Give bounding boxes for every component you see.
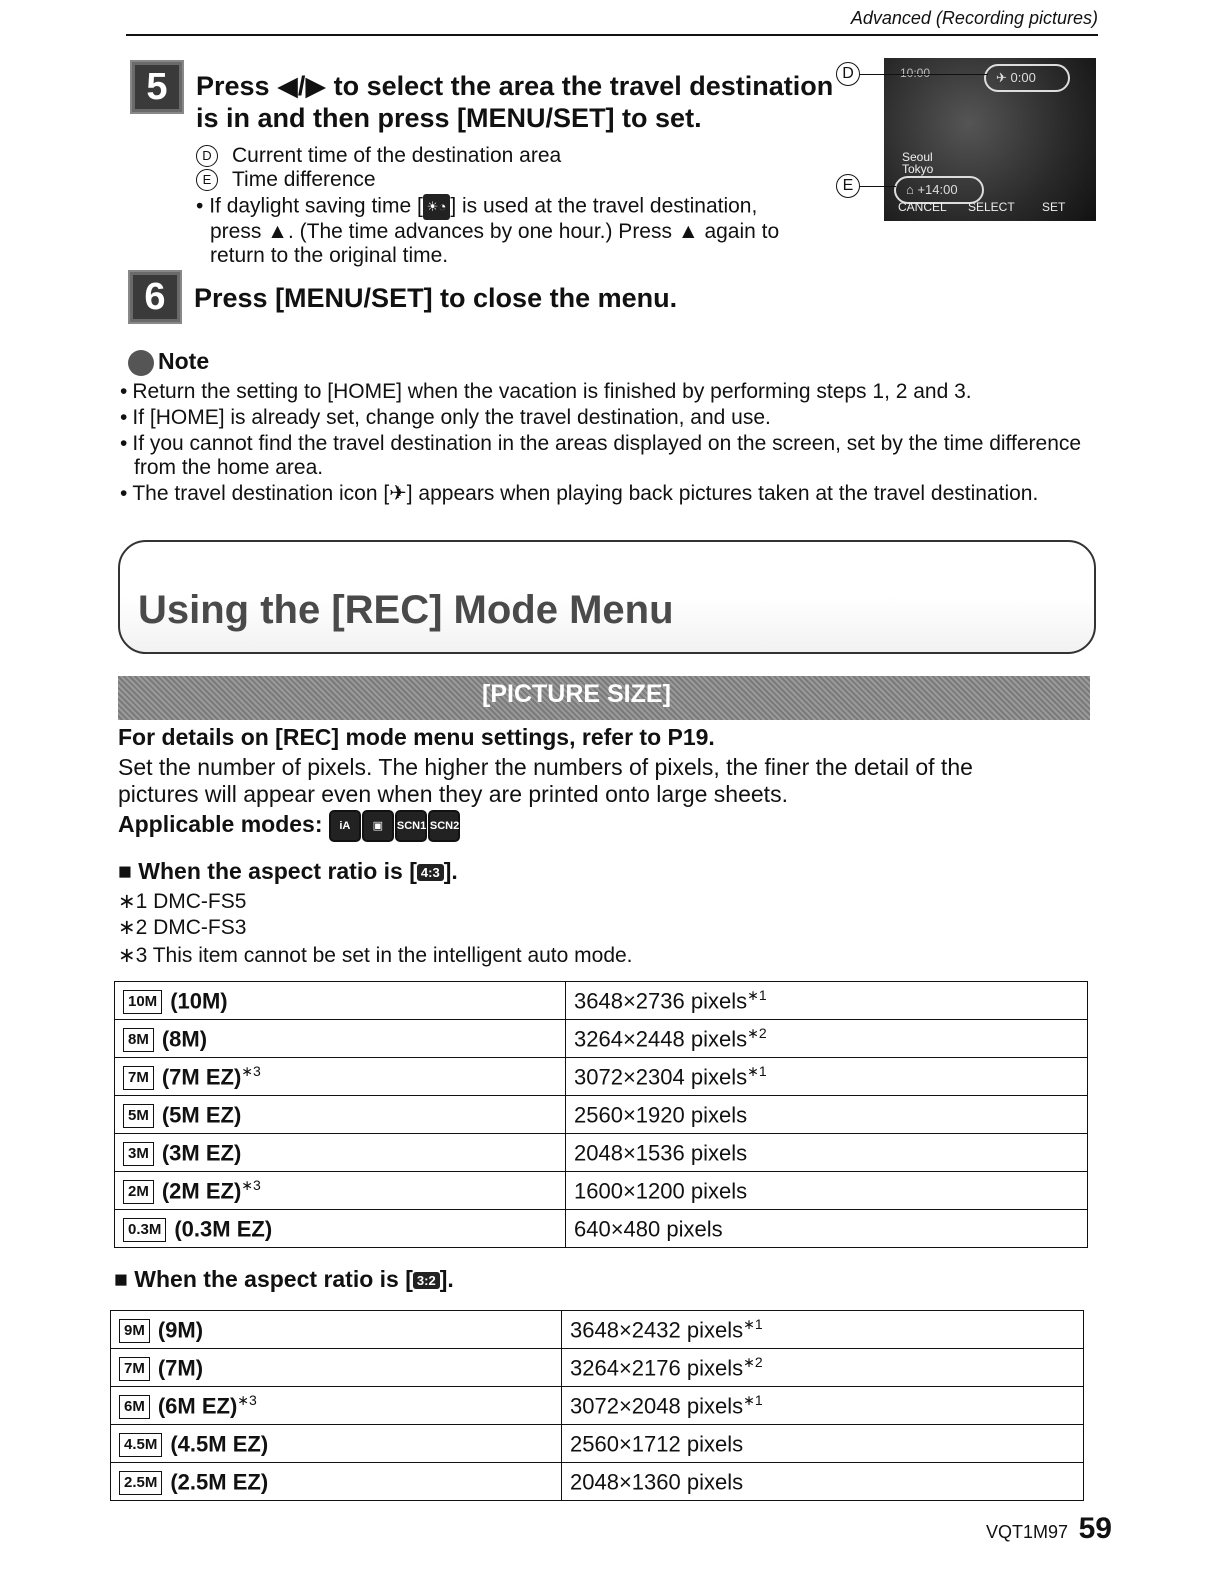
size-tag-icon: 9M [119, 1319, 150, 1343]
step-5-badge: 5 [130, 60, 184, 114]
screen-time-diff-value: +14:00 [917, 182, 958, 197]
size-footnote-mark: ∗3 [237, 1391, 257, 1408]
size-tag-icon: 7M [119, 1357, 150, 1381]
dst-bullet-line2: press ▲. (The time advances by one hour.) Press ▲ again to [210, 220, 780, 243]
desc-line2: pictures will appear even when they are printed onto large sheets. [118, 781, 788, 807]
table-row [115, 1020, 1088, 1058]
screen-city2: Tokyo [902, 162, 934, 176]
note-title-text: Note [158, 348, 210, 374]
size-cell [115, 1172, 566, 1210]
normal-picture-icon: ▣ [362, 810, 394, 842]
step-6-heading: Press [MENU/SET] to close the menu. [194, 283, 678, 313]
pixels-cell [566, 1210, 1088, 1248]
size-cell [115, 1096, 566, 1134]
step-5-heading-line1: Press ◀/▶ to select the area the travel destination [196, 71, 834, 101]
size-footnote-mark: ∗3 [241, 1176, 261, 1193]
pixels-cell [566, 982, 1088, 1020]
header-rule [126, 34, 1098, 36]
footnote-2: ∗2 DMC-FS3 [118, 916, 247, 939]
aspect-43-heading-post: ]. [443, 858, 458, 884]
size-label: (5M EZ) [161, 1102, 242, 1128]
size-cell [111, 1463, 562, 1501]
size-cell [111, 1311, 562, 1349]
size-tag-icon: 6M [119, 1395, 150, 1419]
intelligent-auto-icon: iA [329, 810, 361, 842]
marker-d: D [196, 145, 218, 167]
table-row [111, 1311, 1084, 1349]
callout-d: D [836, 62, 860, 86]
pixels-value: 640×480 pixels [574, 1216, 723, 1242]
pixels-cell [566, 1172, 1088, 1210]
page-number: 59 [1078, 1512, 1112, 1545]
pixels-value: 1600×1200 pixels [574, 1178, 748, 1204]
screen-time-diff: ⌂ +14:00 [894, 176, 984, 204]
pixels-value: 2048×1536 pixels [574, 1140, 748, 1166]
pixels-value: 3648×2432 pixels [570, 1317, 744, 1343]
pixels-value: 3072×2048 pixels [570, 1393, 744, 1419]
table-row [111, 1387, 1084, 1425]
screen-dest-time: ✈ 0:00 [984, 64, 1070, 92]
table-row [115, 1134, 1088, 1172]
aspect-43-heading: ■ When the aspect ratio is [ 4:3 ]. [118, 858, 458, 884]
size-tag-icon: 4.5M [119, 1433, 162, 1457]
table-row [111, 1349, 1084, 1387]
pixels-cell [562, 1425, 1084, 1463]
pixels-footnote-mark: ∗1 [743, 1391, 763, 1408]
pixels-value: 3264×2448 pixels [574, 1026, 748, 1052]
pixels-footnote-mark: ∗2 [747, 1024, 767, 1041]
desc-line1: Set the number of pixels. The higher the numbers of pixels, the finer the detail of the [118, 754, 973, 780]
section-title: Using the [REC] Mode Menu [138, 588, 674, 632]
aspect-32-heading: ■ When the aspect ratio is [ 3:2 ]. [114, 1266, 454, 1292]
size-tag-icon: 10M [123, 990, 162, 1014]
pixels-value: 3648×2736 pixels [574, 988, 748, 1014]
pixels-cell [566, 1058, 1088, 1096]
item-e [196, 168, 376, 192]
size-cell [111, 1387, 562, 1425]
scene2-icon: SCN2 [428, 810, 460, 842]
pixels-cell [566, 1134, 1088, 1172]
item-d [196, 144, 561, 168]
scene1-icon: SCN1 [395, 810, 427, 842]
size-label: (2.5M EZ) [170, 1469, 269, 1495]
dst-bullet-line3: return to the original time. [210, 244, 449, 267]
size-tag-icon: 5M [123, 1104, 154, 1128]
footnote-3: ∗3 This item cannot be set in the intelligent auto mode. [118, 944, 633, 967]
running-header: Advanced (Recording pictures) [850, 8, 1098, 28]
screen-select: SELECT [968, 200, 1015, 214]
size-cell [111, 1425, 562, 1463]
size-footnote-mark: ∗3 [241, 1062, 261, 1079]
table-aspect-43 [114, 981, 1088, 1248]
modes-label: Applicable modes: [118, 811, 323, 838]
picture-size-title: [PICTURE SIZE] [482, 680, 671, 708]
pixels-value: 2048×1360 pixels [570, 1469, 744, 1495]
size-cell [111, 1349, 562, 1387]
note-list [118, 380, 1098, 508]
step-5-heading-line2: is in and then press [MENU/SET] to set. [196, 103, 702, 133]
pixels-value: 2560×1920 pixels [574, 1102, 748, 1128]
size-label: (7M EZ) [161, 1064, 242, 1090]
daylight-saving-icon: ☀◔ [423, 194, 451, 220]
size-label: (9M) [157, 1317, 204, 1343]
pixels-cell [562, 1387, 1084, 1425]
step-6-badge: 6 [128, 270, 182, 324]
table-row [111, 1425, 1084, 1463]
size-label: (4.5M EZ) [170, 1431, 269, 1457]
item-e-text: Time difference [232, 168, 376, 191]
aspect-32-heading-pre: When the aspect ratio is [ [134, 1266, 413, 1292]
size-tag-icon: 8M [123, 1028, 154, 1052]
footer-code: VQT1M97 [985, 1522, 1068, 1542]
note-title [128, 348, 209, 376]
pixels-value: 3072×2304 pixels [574, 1064, 748, 1090]
size-label: (0.3M EZ) [174, 1216, 273, 1242]
table-row [115, 1096, 1088, 1134]
pixels-value: 3264×2176 pixels [570, 1355, 744, 1381]
pixels-footnote-mark: ∗1 [743, 1315, 763, 1332]
screen-dest-time-value: 0:00 [1010, 70, 1036, 85]
size-label: (2M EZ) [161, 1178, 242, 1204]
size-cell [115, 982, 566, 1020]
refer-text: For details on [REC] mode menu settings, refer to P19. [118, 724, 715, 750]
screen-cancel: CANCEL [898, 200, 947, 214]
pixels-cell [562, 1311, 1084, 1349]
table-row [115, 1210, 1088, 1248]
size-cell [115, 1134, 566, 1172]
size-tag-icon: 7M [123, 1066, 154, 1090]
screen-time-top: 10:00 [900, 66, 931, 80]
note-pencil-icon [128, 350, 154, 376]
pixels-cell [562, 1463, 1084, 1501]
table-row [115, 1172, 1088, 1210]
screen-city1: Seoul [902, 150, 933, 164]
callout-d-line [860, 74, 988, 75]
footnote-1: ∗1 DMC-FS5 [118, 890, 247, 913]
note-item: • If [HOME] is already set, change only the travel destination, and use. [118, 406, 1098, 430]
item-d-text: Current time of the destination area [232, 144, 562, 167]
note-item: • If you cannot find the travel destination in the areas displayed on the screen, set by the time difference from the home area. [118, 432, 1098, 480]
size-tag-icon: 2.5M [119, 1471, 162, 1495]
size-label: (3M EZ) [161, 1140, 242, 1166]
pixels-footnote-mark: ∗1 [747, 986, 767, 1003]
table-row [115, 982, 1088, 1020]
ratio-43-icon: 4:3 [417, 864, 444, 881]
callout-e-line [860, 186, 896, 187]
size-label: (8M) [161, 1026, 208, 1052]
pixels-cell [566, 1096, 1088, 1134]
size-cell [115, 1020, 566, 1058]
dst-bullet: • If daylight saving time [ ☀◔ ] is used at the travel destination, press ▲. (The time advances by one hour.) Press ▲ again to return to the original time. [196, 194, 836, 268]
table-row [111, 1463, 1084, 1501]
camera-screen-illustration [884, 58, 1096, 221]
size-label: (7M) [157, 1355, 204, 1381]
note-item: • The travel destination icon [✈] appears when playing back pictures taken at the travel destination. [118, 482, 1098, 506]
aspect-32-heading-post: ]. [439, 1266, 454, 1292]
table-row [115, 1058, 1088, 1096]
size-label: (10M) [170, 988, 228, 1014]
dst-bullet-post: ] is used at the travel destination, [450, 194, 758, 218]
size-tag-icon: 2M [123, 1180, 154, 1204]
screen-set: SET [1042, 200, 1066, 214]
table-aspect-32 [110, 1310, 1084, 1501]
note-item: • Return the setting to [HOME] when the vacation is finished by performing steps 1, 2 and 3. [118, 380, 1098, 404]
size-cell [115, 1058, 566, 1096]
pixels-footnote-mark: ∗1 [747, 1062, 767, 1079]
applicable-modes [118, 810, 461, 842]
marker-e: E [196, 169, 218, 191]
aspect-43-heading-pre: When the aspect ratio is [ [138, 858, 417, 884]
callout-e: E [836, 174, 860, 198]
pixels-cell [566, 1020, 1088, 1058]
pixels-cell [562, 1349, 1084, 1387]
ratio-32-icon: 3:2 [413, 1272, 440, 1289]
pixels-value: 2560×1712 pixels [570, 1431, 744, 1457]
size-label: (6M EZ) [157, 1393, 238, 1419]
size-tag-icon: 3M [123, 1142, 154, 1166]
dst-bullet-pre: If daylight saving time [ [209, 194, 423, 218]
size-cell [115, 1210, 566, 1248]
pixels-footnote-mark: ∗2 [743, 1353, 763, 1370]
size-tag-icon: 0.3M [123, 1218, 166, 1242]
